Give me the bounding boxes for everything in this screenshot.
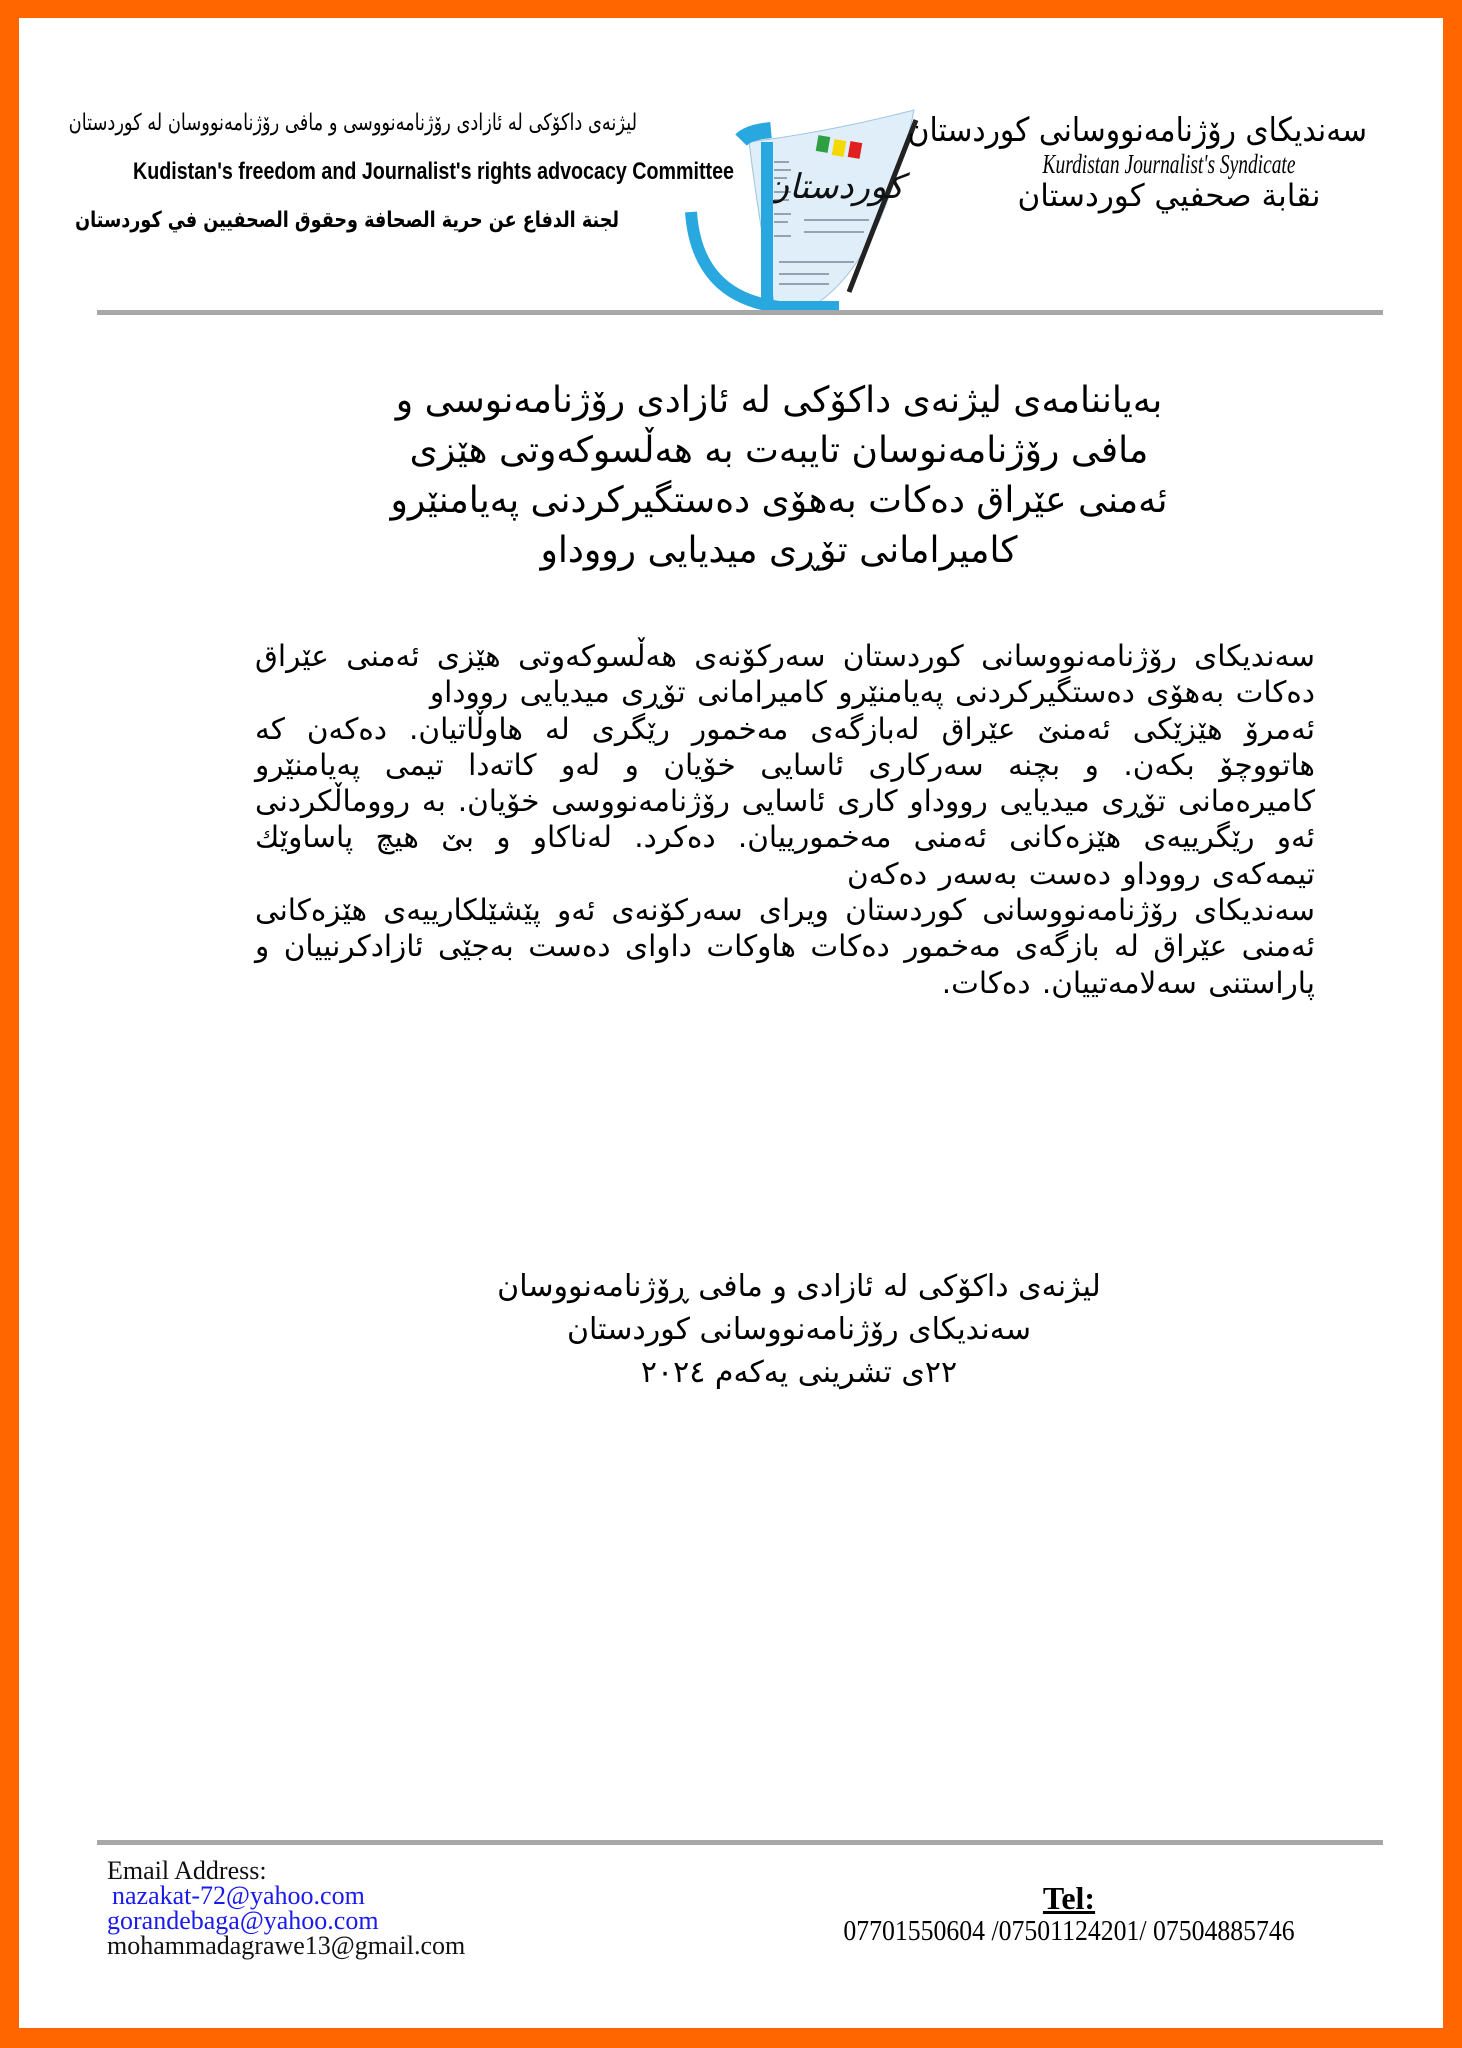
phone-contacts	[759, 1880, 1379, 1948]
phone-numbers: 07701550604 /07501124201/ 07504885746	[843, 1916, 1295, 1947]
signature-date: ٢٢ی تشرینی یەكەم ٢٠٢٤	[640, 1355, 958, 1390]
email-link[interactable]: gorandebaga@yahoo.com	[107, 1906, 379, 1935]
statement-body	[255, 638, 1315, 1001]
header-divider	[97, 310, 1383, 315]
committee-name-kurdish: لیژنەی داكۆكی لە ئازادی رۆژنامەنووسی و مافی رۆژنامەنووسان لە كوردستان	[68, 110, 637, 136]
signature-block	[399, 1265, 1199, 1394]
syndicate-name-arabic: نقابة صحفيي كوردستان	[1017, 178, 1321, 214]
statement-title	[249, 376, 1309, 576]
committee-name-english: Kudistan's freedom and Journalist's rights advocacy Committee	[133, 158, 735, 185]
syndicate-name-english: Kurdistan Journalist's Syndicate	[1042, 149, 1296, 179]
letterhead-page	[19, 18, 1443, 2028]
committee-header	[68, 110, 735, 233]
title-line: كامیرامانی تۆڕی میدیایی رووداو	[540, 530, 1018, 571]
email-label: Email Address:	[107, 1856, 267, 1885]
email-link[interactable]: nazakat-72@yahoo.com	[112, 1881, 365, 1910]
signature-syndicate: سەندیكای رۆژنامەنووسانی كوردستان	[567, 1312, 1031, 1347]
body-paragraph: سەندیكای رۆژنامەنووسانی كوردستان سەركۆنەی هەڵسوكەوتی هێزی ئەمنی عێراق دەكات بەهۆی دەستگیركردنی پەیامنێرو كامیرامانی تۆڕی میدیایی رووداو	[255, 639, 1315, 710]
syndicate-header	[907, 110, 1389, 214]
email-text: mohammadagrawe13@gmail.com	[107, 1931, 466, 1960]
email-contacts	[107, 1858, 667, 1958]
tel-label: Tel:	[1042, 1880, 1096, 1916]
footer-divider	[97, 1840, 1383, 1845]
body-paragraph: ئەمرۆ هێزێكی ئەمنێ عێراق لەبازگەی مەخمور رێگری لە هاوڵاتیان. دەكەن كە هاتووچۆ بكەن. و بچنە سەركاری ئاسایی خۆیان و لەو كاتەدا تیمی پەیامنێرو كامیرەمانی تۆڕی میدیایی رووداو كاری ئاسایی رۆژنامەنووسی خۆیان. بە رووماڵكردنی ئەو رێگرییەی هێزەكانی ئەمنی مەخمورییان. دەكرد. لەناكاو و بێ هیچ پاساوێك تیمەكەی رووداو دەست بەسەر دەكەن	[255, 711, 1315, 891]
body-paragraph: سەندیكای رۆژنامەنووسانی كوردستان ویرای سەركۆنەی ئەو پێشێلكارییەی هێزەكانی ئەمنی عێراق لە بازگەی مەخمور دەكات هاوكات داوای دەست بەجێی ئازادكرنییان و پاراستنی سەلامەتییان. دەكات.	[255, 893, 1315, 1000]
title-line: ئەمنی عێراق دەكات بەهۆی دەستگیركردنی پەیامنێرو	[390, 480, 1168, 521]
signature-committee: لیژنەی داكۆكی لە ئازادی و مافی ڕۆژنامەنووسان	[497, 1269, 1101, 1304]
svg-text:كوردستان: كوردستان	[764, 167, 904, 207]
committee-name-arabic: لجنة الدفاع عن حرية الصحافة وحقوق الصحفيين في كوردستان	[75, 208, 619, 233]
title-line: بەیاننامەی لیژنەی داكۆكی لە ئازادی رۆژنامەنوسی و	[395, 380, 1163, 421]
syndicate-name-kurdish: سەندیكای رۆژنامەنووسانی كوردستان	[907, 110, 1367, 149]
title-line: مافی رۆژنامەنوسان تایبەت بە هەڵسوكەوتی هێزی	[409, 430, 1149, 471]
